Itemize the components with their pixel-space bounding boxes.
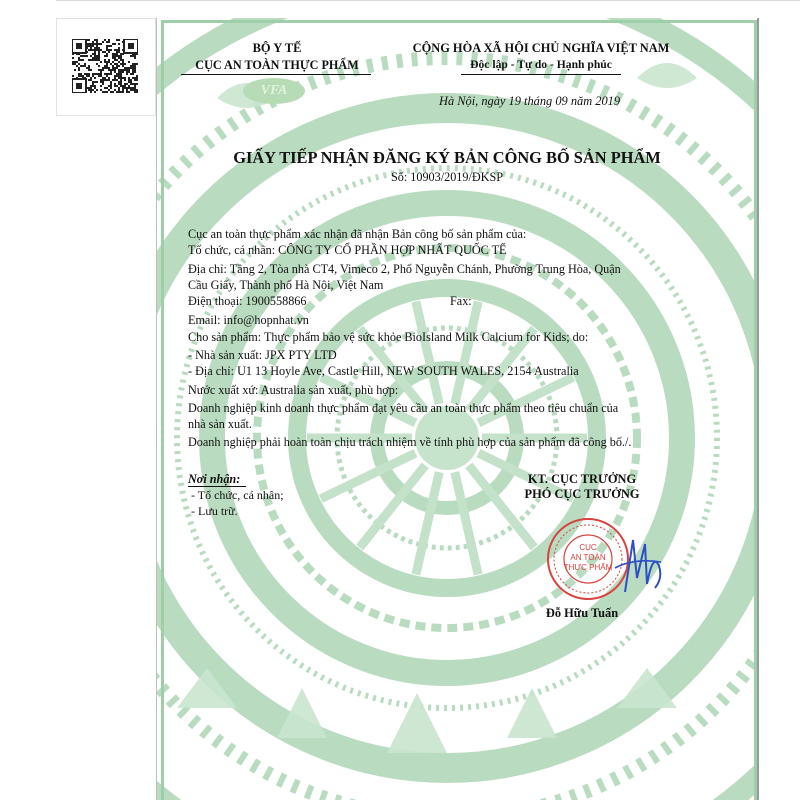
certificate-page <box>156 18 759 800</box>
product-line: Cho sản phẩm: Thực phẩm bảo vệ sức khỏe BioIsland Milk Calcium for Kids; do: <box>188 330 589 344</box>
qr-code[interactable] <box>56 18 156 116</box>
recipients-heading: Nơi nhận: <box>188 472 241 486</box>
standard-line-2: nhà sản xuất. <box>188 417 252 431</box>
top-divider <box>56 0 800 1</box>
document-number: Số: 10903/2019/ĐKSP <box>390 170 504 184</box>
phone: Điện thoại: 1900558866 <box>188 294 307 308</box>
signer-name: Đỗ Hữu Tuấn <box>545 606 619 620</box>
signer-role-2: PHÓ CỤC TRƯỞNG <box>524 487 640 501</box>
agency-name: CỤC AN TOÀN THỰC PHẨM <box>195 58 359 72</box>
recipient-item: - Tổ chức, cá nhân; <box>191 488 284 502</box>
vfa-logo-text: VFA <box>260 83 288 98</box>
country-of-origin: Nước xuất xứ: Australia sản xuất, phù hợp: <box>188 383 399 397</box>
stamp-text: CỤC <box>579 543 597 552</box>
agency-underline <box>181 74 371 75</box>
intro-text: Cục an toàn thực phẩm xác nhận đã nhận Bản công bố sản phẩm của: <box>188 227 527 241</box>
manufacturer-address: - Địa chỉ: U1 13 Hoyle Ave, Castle Hill, NEW SOUTH WALES, 2154 Australia <box>188 364 579 378</box>
fax: Fax: <box>450 294 472 308</box>
stamp-text: THỰC PHẨM <box>563 563 613 572</box>
standard-line-1: Doanh nghiệp kinh doanh thực phẩm đạt yêu cầu an toàn thực phẩm theo tiêu chuẩn của <box>188 401 619 415</box>
motto-underline <box>461 74 621 75</box>
document-title: GIẤY TIẾP NHẬN ĐĂNG KÝ BẢN CÔNG BỐ SẢN PHẨM <box>233 148 661 167</box>
qr-code-icon <box>72 39 138 93</box>
country-name: CỘNG HÒA XÃ HỘI CHỦ NGHĨA VIỆT NAM <box>412 41 670 55</box>
manufacturer: - Nhà sản xuất: JPX PTY LTD <box>188 348 337 362</box>
recipient-item: - Lưu trữ. <box>191 504 238 518</box>
email: Email: info@hopnhat.vn <box>188 313 309 327</box>
vfa-logo <box>243 78 305 104</box>
address-line-2: Cầu Giấy, Thành phố Hà Nội, Việt Nam <box>188 278 384 292</box>
stamp-text: AN TOÀN <box>570 553 606 562</box>
ministry-name: BỘ Y TẾ <box>252 41 302 55</box>
signer-role-1: KT. CỤC TRƯỞNG <box>527 472 637 486</box>
responsibility-statement: Doanh nghiệp phải hoàn toàn chịu trách nhiệm về tính phù hợp của sản phẩm đã công bố./. <box>188 435 632 449</box>
national-motto: Độc lập - Tự do - Hạnh phúc <box>470 58 612 71</box>
handwritten-signature <box>603 522 673 602</box>
organization: Tổ chức, cá nhân: CÔNG TY CỔ PHẦN HỢP NHẤT QUỐC TẾ <box>188 243 507 257</box>
address-line-1: Địa chỉ: Tầng 2, Tòa nhà CT4, Vimeco 2, Phố Nguyễn Chánh, Phường Trung Hòa, Quận <box>188 262 621 276</box>
recipients-underline <box>188 486 246 487</box>
place-and-date: Hà Nội, ngày 19 tháng 09 năm 2019 <box>439 94 621 108</box>
